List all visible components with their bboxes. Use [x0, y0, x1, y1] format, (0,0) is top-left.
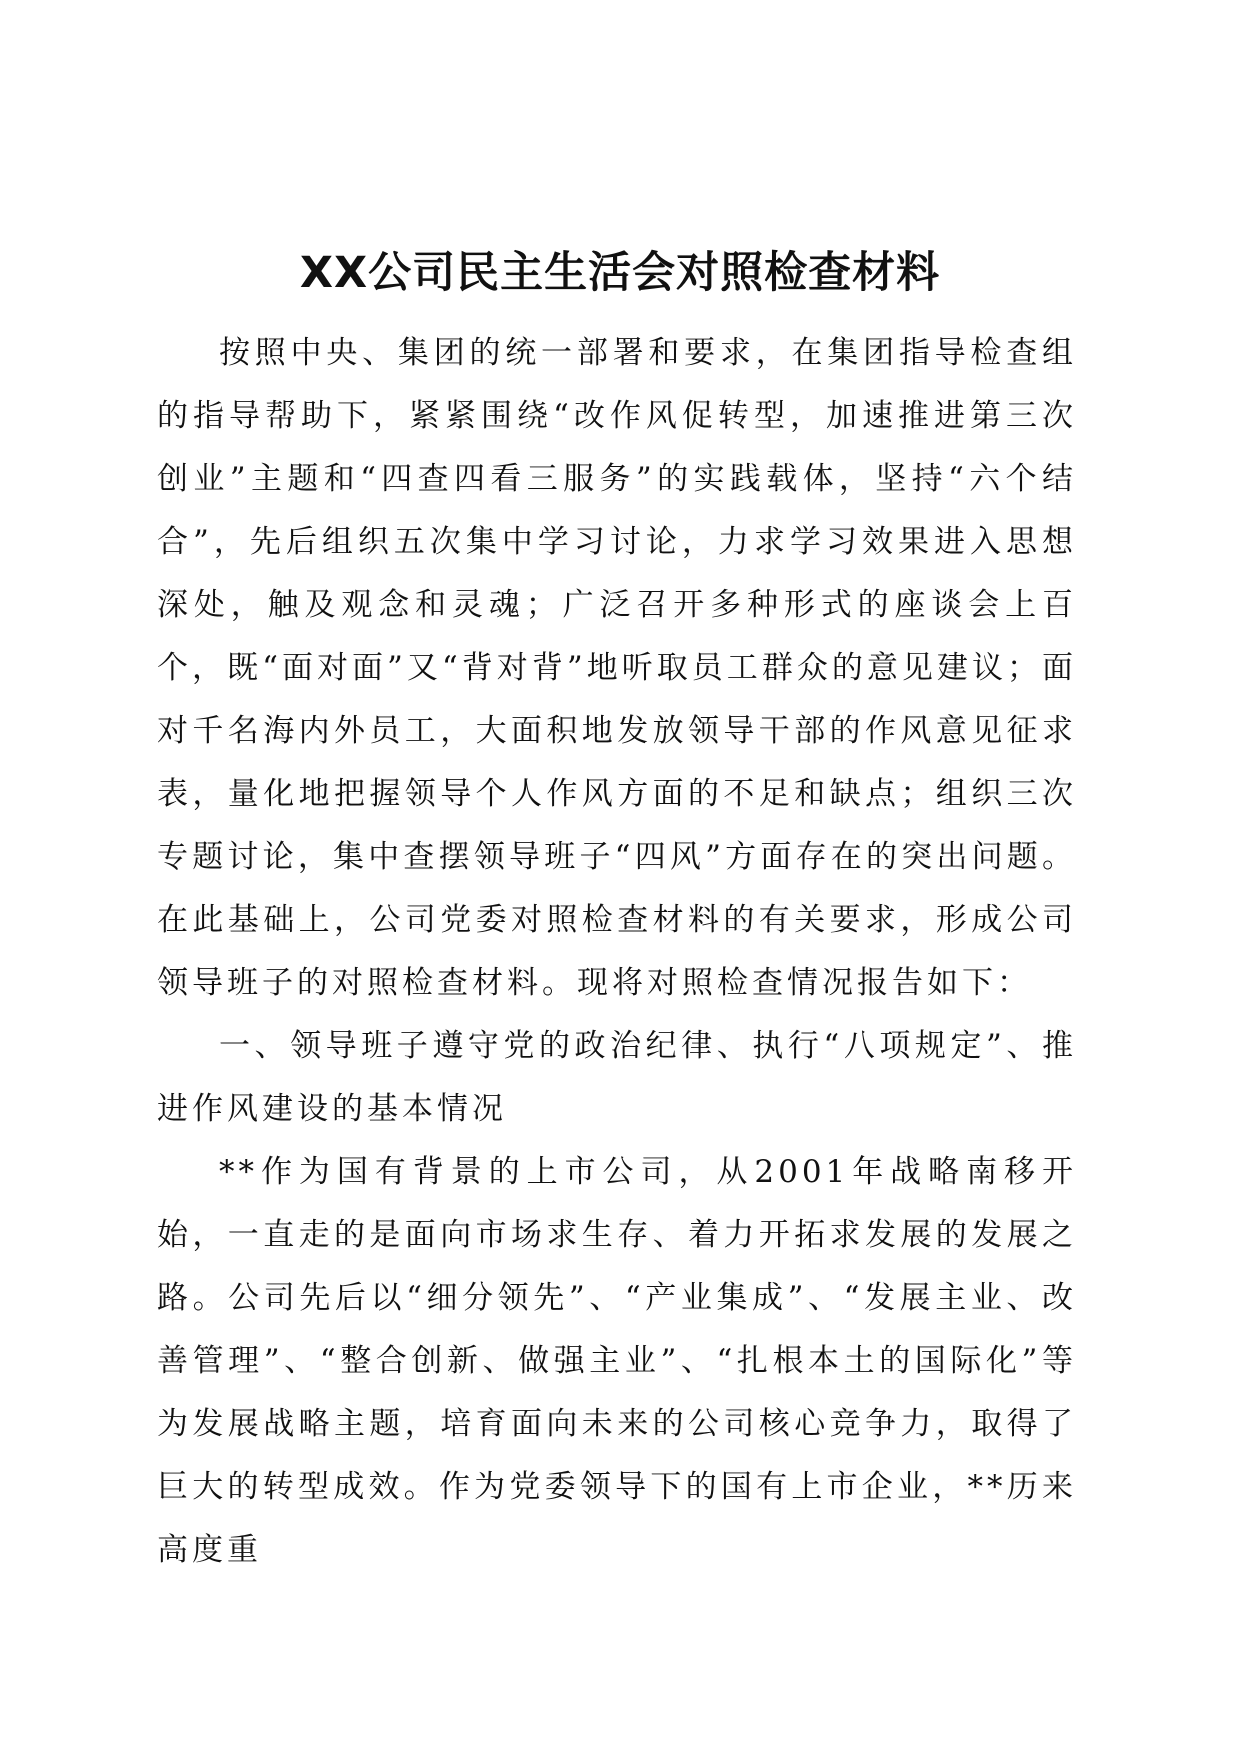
paragraph-section-1: **作为国有背景的上市公司，从2001年战略南移开始，一直走的是面向市场求生存、着力开拓求发展的发展之路。公司先后以“细分领先”、“产业集成”、“发展主业、改善管理”、“整合创新、做强主业”、“扎根本土的国际化”等为发展战略主题，培育面向未来的公司核心竞争力，取得了巨大的转型成效。作为党委领导下的国有上市企业，**历来高度重	[157, 1154, 1077, 1568]
paragraph-intro: 按照中央、集团的统一部署和要求，在集团指导检查组的指导帮助下，紧紧围绕“改作风促转型，加速推进第三次创业”主题和“四查四看三服务”的实践载体，坚持“六个结合”，先后组织五次集中学习讨论，力求学习效果进入思想深处，触及观念和灵魂；广泛召开多种形式的座谈会上百个，既“面对面”又“背对背”地听取员工群众的意见建议；面对千名海内外员工，大面积地发放领导干部的作风意见征求表，量化地把握领导个人作风方面的不足和缺点；组织三次专题讨论，集中查摆领导班子“四风”方面存在的突出问题。在此基础上，公司党委对照检查材料的有关要求，形成公司领导班子的对照检查材料。现将对照检查情况报告如下：	[157, 335, 1077, 1001]
section-heading-1: 一、领导班子遵守党的政治纪律、执行“八项规定”、推进作风建设的基本情况	[157, 1028, 1077, 1127]
document-body	[157, 322, 1077, 1582]
document-title: XX公司民主生活会对照检查材料	[299, 247, 941, 298]
